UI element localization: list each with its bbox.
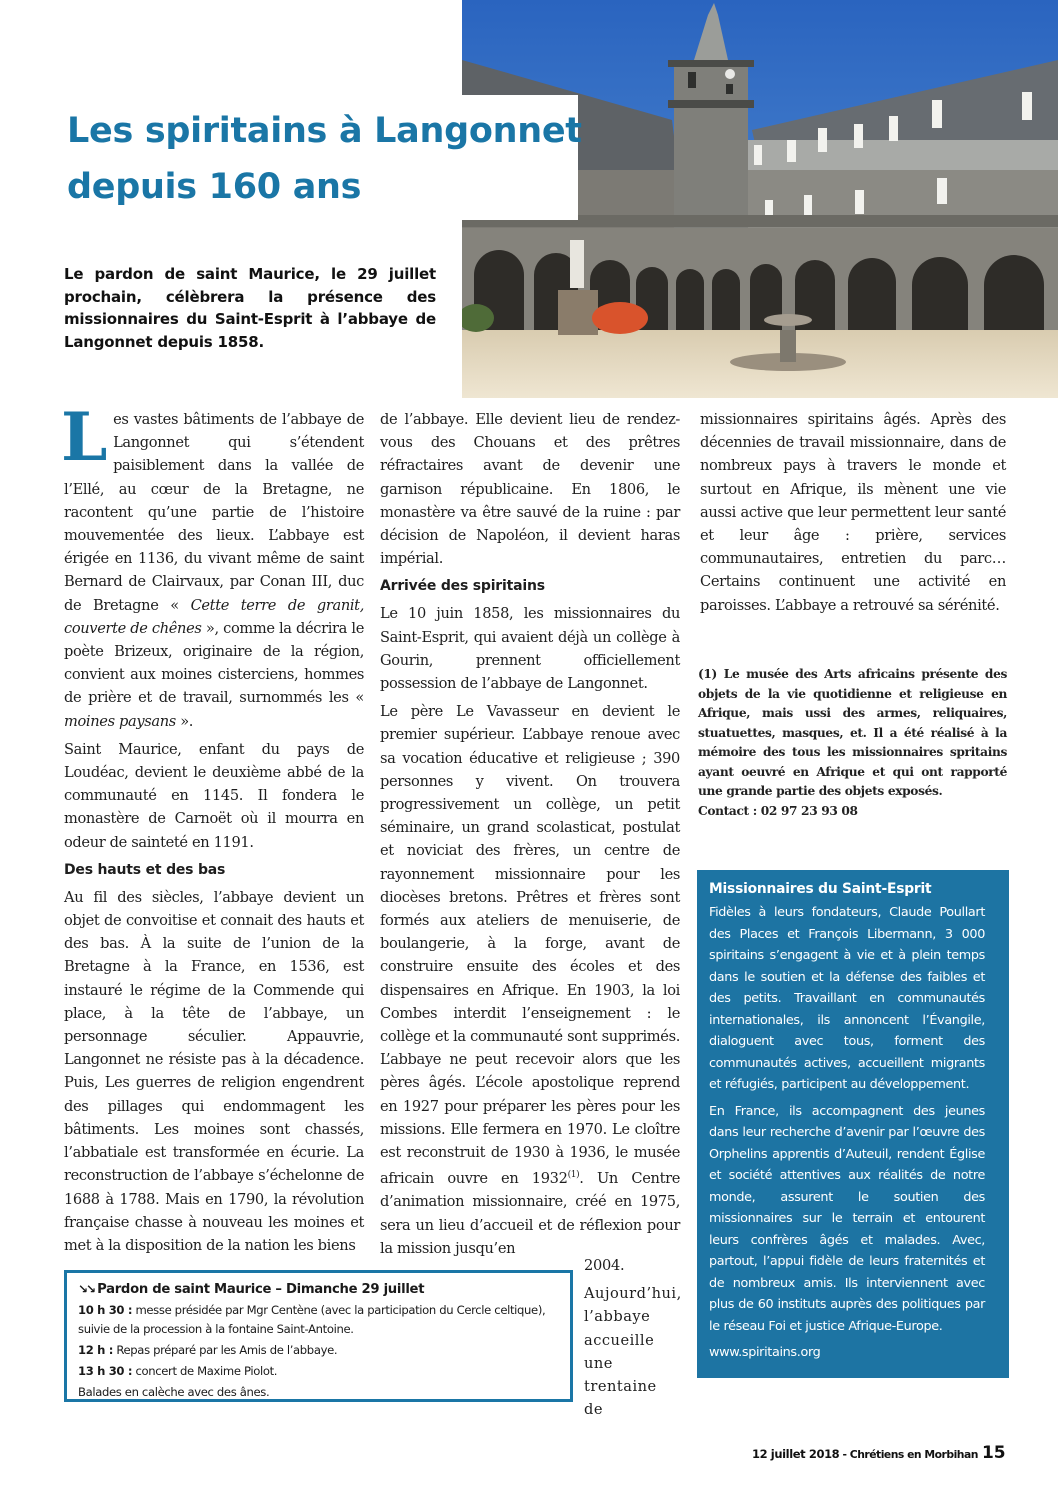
double-arrow-icon: ↘↘ [78,1282,95,1296]
issue-date: 12 juillet 2018 [752,1447,840,1461]
statue-pedestal [558,290,598,335]
footnote [698,665,1007,821]
event-title [78,1280,570,1299]
year-2004: 2004. [584,1257,625,1274]
footnote-text: (1) Le musée des Arts africains présente des objets de la vie quotidienne et religieuse en Afrique, mais ussi des armes, reliquaires, stuatuettes, masques, et. Il a été réalisé à la mémoire des tous les missionnaires spritains ayant oeuvré en Afrique et qui ont rapporté une grande partie des objets exposés. [698,667,1007,798]
flower-bed [592,302,648,334]
article-narrow-tail [584,1254,680,1426]
event-item [78,1362,568,1381]
publication-name: Chrétiens en Morbihan [849,1448,978,1461]
vavasseur-text: Le père Le Vavasseur en devient le premier supérieur. L’abbaye renoue avec sa vocation éducative et religieuse ; 390 personnes y vivent. On trouvera progressivement un collège, un petit séminaire, un grand scolasticat, postulat et noviciat des frères, un centre de rayonnement missionnaire pour les diocèses bretons. Prêtres et frères sont formés aux ateliers de menuiserie, de boulangerie, à la forge, avant de construire ensuite des écoles et des dispensaires en Afrique. En 1903, la loi Combes interdit l’enseignement : le collège et la communauté sont supprimés. L’abbaye ne peut recevoir alors que les pères âgés. L’école apostolique reprend en 1927 pour préparer les pères pour les missions. Elle fermera en 1970. Le cloître est reconstruit de 1930 à 1936, le musée africain ouvre en 1932 [380,703,680,1188]
event-text: messe présidée par Mgr Centène (avec la participation du Cercle celtique), suivie de la procession à la fontaine Saint-Antoine. [78,1303,546,1336]
drop-cap: L [61,398,108,476]
event-time: 13 h 30 : [78,1364,133,1378]
paragraph-aujourdhui: Aujourd’hui, l’abbaye accueille une trentaine de [584,1285,682,1419]
event-item [78,1383,568,1402]
title-line-2: depuis 160 ans [67,167,362,207]
event-text: Balades en calèche avec des ânes. [78,1385,270,1399]
paragraph-hauts-et-bas-continued: de l’abbaye. Elle devient lieu de rendez-vous des Chouans et des prêtres réfractaires avant de devenir une garnison républicaine. En 1806, le monastère va être sauvé de la ruine : par décision de Napoléon, il devient haras impérial. [380,411,680,568]
paragraph-saint-maurice: Saint Maurice, enfant du pays de Loudéac, devient le deuxième abbé de la communauté en 1145. Il fondera le monastère de Carnoët où il mourra en odeur de sainteté en 1191. [64,740,364,851]
paragraph-arrivee: Le 10 juin 1858, les missionnaires du Saint-Esprit, qui avaient déjà un collège à Gourin, prennent officiellement possession de l’abbaye de Langonnet. [380,605,680,693]
page-footer [752,1443,1006,1463]
page-number: 15 [981,1443,1006,1463]
fountain-bowl [764,314,812,326]
intro-text-cont: », comme la décrira le poète Brizeux, originaire de la région, convient aux moines cisterciens, hommes de prière et de travail, surnommés les « [64,619,364,707]
subhead-arrivee-spiritains: Arrivée des spiritains [380,578,545,595]
event-text: Repas préparé par les Amis de l’abbaye. [113,1343,338,1357]
sidebar-paragraph-2: En France, ils accompagnent des jeunes dans leur recherche d’avenir par l’œuvre des Orphelins apprentis d’Auteuil, rendent Église et société attentives aux réalités de notre monde, assurent le soutien des missionnaires sur le terrain et entourent leurs confrères âgés et malades. Avec, partout, l’appui fidèle de leurs fraternités et de nombreux amis. Ils interviennent avec plus de 60 instituts auprès des politiques par le réseau Foi et justice Afrique-Europe. [709,1103,985,1334]
paragraph-hauts-et-bas: Au fil des siècles, l’abbaye devient un objet de convoitise et connait des hauts et des bas. À la suite de l’union de la Bretagne à la France, en 1536, est instauré le régime de la Commende qui place, à la tête de l’abbaye, un personnage séculier. Appauvrie, Langonnet ne résiste pas à la décadence. Puis, Les guerres de religion engendrent des pillages qui endommagent les bâtiments. Les moines sont chassés, l’abbatiale est transformée en écurie. La reconstruction de l’abbaye s’échelonne de 1688 à 1788. Mais en 1790, la révolution française chasse à nouveau les moines et met à la disposition de la nation les biens [64,888,364,1254]
event-text: concert de Maxime Piolot. [132,1364,278,1378]
quote-brizeux: Cette terre de granit, couverte de chênes [64,596,364,637]
sidebar-website-link[interactable]: www.spiritains.org [709,1345,821,1360]
article-column-1 [61,398,364,1262]
paragraph-intro [61,398,364,733]
article-column-2 [380,408,680,1265]
event-title-text: Pardon de saint Maurice – Dimanche 29 juillet [97,1282,425,1297]
event-item [78,1341,568,1360]
paragraph-vavasseur [380,700,680,1260]
title-line-1: Les spiritains à Langonnet [67,111,582,151]
event-time: 10 h 30 : [78,1303,133,1317]
event-time: 12 h : [78,1343,113,1357]
bell-tower [674,62,748,232]
intro-text-end: ». [175,712,194,730]
subhead-hauts-et-bas: Des hauts et des bas [64,861,226,878]
sidebar-paragraph-1: Fidèles à leurs fondateurs, Claude Poullart des Places et François Libermann, 3 000 spiritains s’engagent à vie et à plein temps dans le soutien et la défense des faibles et des petits. Travaillant en communautés internationales, ils annoncent l’Évangile, dialoguent avec tous, forment des communautés actives, accueillent migrants et réfugiés, participent au développement. [709,905,985,1092]
statue [570,240,584,288]
quote-moines-paysans: moines paysans [64,712,176,730]
article-column-3 [700,408,1006,622]
clock [725,69,735,79]
missionnaires-sidebar-box [697,870,1009,1378]
paragraph-aujourdhui-continued: missionnaires spiritains âgés. Après des décennies de travail missionnaire, dans de nombreux pays à travers le monde et surtout en Afrique, ils mènent une vie aussi active que leur permettent leur santé et leur âge : prière, services communautaires, entretien du parc… Certains continuent une activité en paroisses. L’abbaye a retrouvé sa sérénité. [700,411,1006,614]
intro-text: es vastes bâtiments de l’abbaye de Langonnet qui s’étendent paisiblement dans la vallée de l’Ellé, au cœur de la Bretagne, ne racontent qu’une partie de l’histoire mouvementée des lieux. L’abbaye est érigée en 1136, du vivant même de saint Bernard de Clairvaux, par Conan III, duc de Bretagne « [64,411,364,614]
footnote-contact: Contact : 02 97 23 93 08 [698,803,858,818]
vavasseur-text-end: . Un Centre d’animation missionnaire, créé en 1975, sera un lieu d’accueil et de réflexion pour la mission jusqu’en [380,1170,680,1257]
footer-separator: - [839,1448,850,1461]
sidebar-title: Missionnaires du Saint-Esprit [709,881,932,897]
article-title [67,103,582,215]
event-box [64,1270,573,1402]
article-lead: Le pardon de saint Maurice, le 29 juillet prochain, célèbrera la présence des missionnaires du Saint-Esprit à l’abbaye de Langonnet depuis 1858. [64,265,436,351]
footnote-ref: (1) [567,1170,580,1181]
event-item [78,1301,568,1339]
